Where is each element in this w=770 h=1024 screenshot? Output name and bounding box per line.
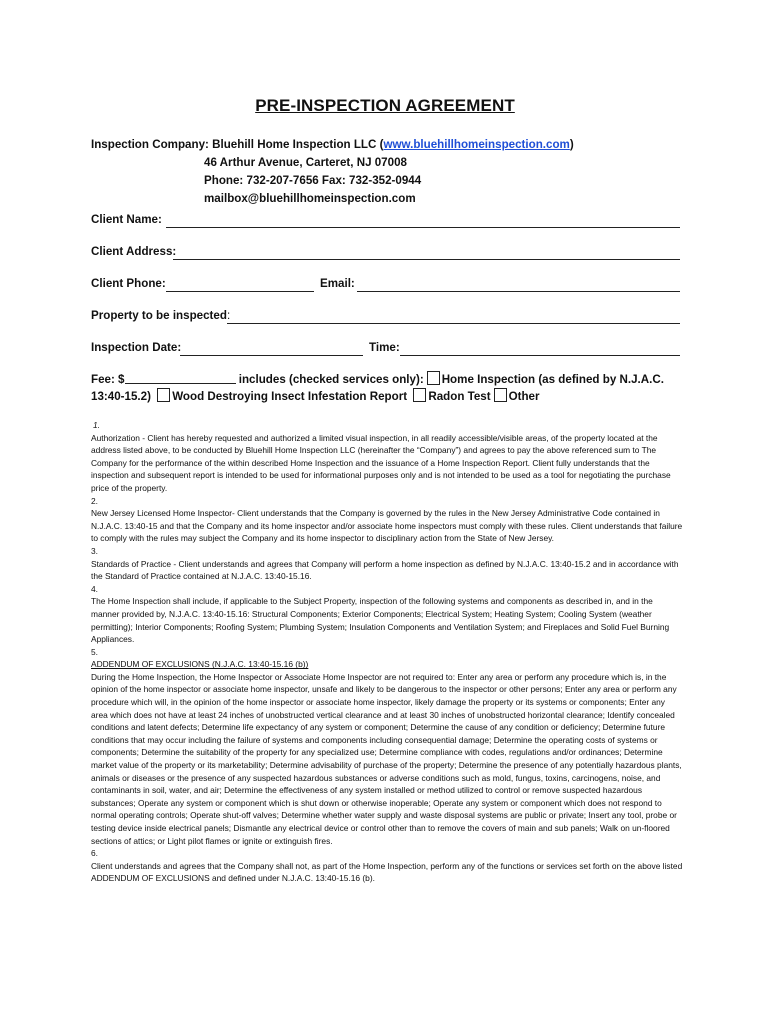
client-phone-field[interactable] [166,291,314,292]
client-phone-label: Client Phone: [91,277,166,290]
inspection-date-field[interactable] [180,355,363,356]
home-inspection-checkbox[interactable] [427,371,440,385]
company-website-link[interactable]: www.bluehillhomeinspection.com [383,138,570,151]
time-label: Time: [369,341,400,354]
section-number-5: 5. [91,646,98,657]
other-label: Other [508,390,540,403]
fee-includes-label: includes (checked services only): [238,373,424,386]
section-authorization: Authorization - Client has hereby requested and authorized a limited visual inspection, in all readily accessible/visible areas, of the property located at the address listed above, to be conducted by Bluehill Home Inspection LLC (hereinafter the “Company”) and agrees to pay the above referenced sum to The Company for the performance of the within described Home Inspection and the issuance of a Home Inspection Report. Client fully understands that the inspection and subsequent report is intended to be used for informational purposes only and is not intended to be used as a tool for negotiating the purchase price of the property. [91,432,671,493]
fee-section [91,371,691,405]
time-field[interactable] [400,355,680,356]
section-exclusions-acknowledgement: Client understands and agrees that the Company shall not, as part of the Home Inspection, perform any of the functions or services set forth on the above listed ADDENDUM OF EXCLUSIONS and defined under N.J.A.C. 13:40-15.16 (b). [91,860,683,884]
wood-destroying-insect-checkbox[interactable] [157,388,170,402]
section-number-4: 4. [91,583,98,594]
company-phone: Phone: 732-207-7656 Fax: 732-352-0944 [204,174,422,187]
agreement-terms [91,419,683,885]
client-name-label: Client Name: [91,213,162,226]
wood-destroying-insect-label: Wood Destroying Insect Infestation Report [172,390,408,403]
company-name-close: ) [569,138,574,151]
section-exclusions-heading: ADDENDUM OF EXCLUSIONS (N.J.A.C. 13:40-15.16 (b)) [91,659,309,670]
company-name: Bluehill Home Inspection LLC ( [212,138,384,151]
section-number-3: 3. [91,545,98,556]
company-address: 46 Arthur Avenue, Carteret, NJ 07008 [204,156,407,169]
client-address-field[interactable] [173,259,680,260]
fee-label: Fee: $ [91,373,125,386]
fee-amount-field[interactable] [125,373,236,384]
home-inspection-label: Home Inspection (as defined by N.J.A.C. 13:40-15.2) [91,373,664,403]
section-standards-of-practice: Standards of Practice - Client understands and agrees that Company will perform a home inspection as defined by N.J.A.C. 13:40-15.2 and in accordance with the Standard of Practice contained at N.J.A.C. 13:40-15.16. [91,558,679,582]
inspection-date-label: Inspection Date: [91,341,182,354]
section-inspection-scope: The Home Inspection shall include, if applicable to the Subject Property, inspection of the following systems and components as described in, and in the manner provided by, N.J.A.C. 13:40-15.16: Structural Components; Exterior Components; Electrical System; Heating System; Cooling System (weather permitting); Interior Components; Roofing System; Plumbing System; Insulation Components and Ventilation System; and Fireplaces and Solid Fuel Burning Appliances. [91,596,670,645]
property-label-colon: : [226,309,231,322]
client-name-field[interactable] [166,227,680,228]
property-label [91,309,230,322]
section-number-1: 1. [93,420,100,430]
email-label: Email: [320,277,355,290]
company-block [91,136,574,208]
email-field[interactable] [357,291,680,292]
property-field[interactable] [227,323,680,324]
section-number-6: 6. [91,848,98,859]
client-address-label: Client Address: [91,245,177,258]
radon-test-label: Radon Test [428,390,491,403]
page-title: PRE-INSPECTION AGREEMENT [255,96,515,115]
property-label-text: Property to be inspected [91,309,227,322]
other-checkbox[interactable] [494,388,507,402]
company-label: Inspection Company: [91,138,209,151]
section-licensed-inspector: New Jersey Licensed Home Inspector- Client understands that the Company is governed by the rules in the New Jersey Administrative Code contained in N.J.A.C. 13:40-15 and that the Company and its home inspector and/or associate home inspectors must comply with these rules. Client understands that failure to comply with the rules may subject the Company and its home inspector to disciplinary action from the State of New Jersey. [91,508,683,544]
section-number-2: 2. [91,495,98,506]
company-email: mailbox@bluehillhomeinspection.com [204,192,416,205]
company-line [91,136,574,154]
radon-test-checkbox[interactable] [413,388,426,402]
section-exclusions: During the Home Inspection, the Home Inspector or Associate Home Inspector are not required to: Enter any area or perform any procedure which is, in the opinion of the home inspector or associate home inspector, unsafe and likely to be dangerous to the inspector or other persons; Enter any area or perform any procedure which will, in the opinion of the home inspector or associate home inspector, likely damage the property or its systems or components; Enter any area which does not have at least 24 inches of unobstructed vertical clearance and at least 30 inches of unobstructed horizontal clearance; Identify concealed conditions and latent defects; Determine life expectancy of any system or component; Determine the cause of any condition or deficiency; Determine future conditions that may occur including the failure of systems and components including consequential damage; Determine the operating costs of systems or components; Determine the suitability of the property for any specialized use; Determine compliance with codes, regulations and/or ordinances; Determine market value of the property or its marketability; Determine advisability of purchase of the property; Determine the presence of any potentially hazardous plants, animals or diseases or the presence of any suspected hazardous substances or adverse conditions such as mold, fungus, toxins, carcinogens, noise, and contaminants in soil, water, and air; Determine the effectiveness of any system installed or method utilized to control or remove suspected hazardous substances; Operate any system or component which is shut down or otherwise inoperable; Operate any system or component which does not respond to normal operating controls; Operate shut-off valves; Determine whether water supply and waste disposal systems are public or private; Insert any tool, probe or testing device inside electrical panels; Dismantle any electrical device or control other than to remove the covers of main and sub panels; Walk on un-floored sections of attics; or Light pilot flames or ignite or extinguish fires. [91,671,682,846]
